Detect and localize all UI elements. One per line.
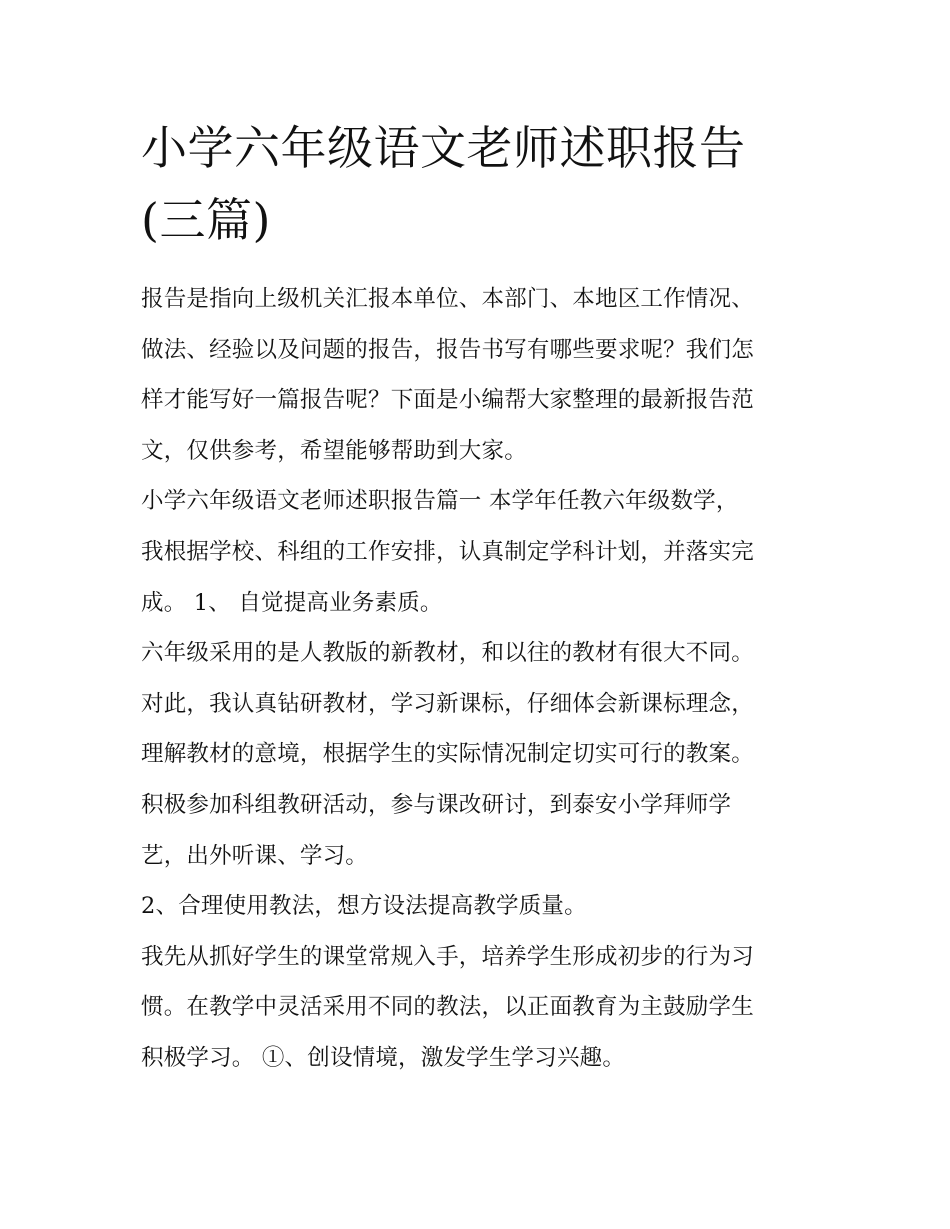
text-line: 做法、经验以及问题的报告，报告书写有哪些要求呢？我们怎 xyxy=(141,336,754,363)
text-line: 理解教材的意境，根据学生的实际情况制定切实可行的教案。 xyxy=(141,741,754,768)
text-line: 六年级采用的是人教版的新教材，和以往的教材有很大不同。 xyxy=(141,640,754,667)
intro-paragraph xyxy=(141,274,831,476)
body-paragraph xyxy=(141,628,831,881)
document-title xyxy=(141,112,831,256)
text-line: 积极参加科组教研活动，参与课改研讨，到泰安小学拜师学 xyxy=(141,791,732,818)
text-line: 2、合理使用教法，想方设法提高教学质量。 xyxy=(141,893,587,920)
point-two-heading xyxy=(141,881,831,932)
text-line: 艺，出外听课、学习。 xyxy=(141,842,369,869)
text-line: 文，仅供参考，希望能够帮助到大家。 xyxy=(141,437,527,464)
body-paragraph xyxy=(141,932,831,1084)
text-line: 对此，我认真钻研教材，学习新课标，仔细体会新课标理念， xyxy=(141,690,754,717)
text-line: 积极学习。 ①、创设情境，激发学生学习兴趣。 xyxy=(141,1044,626,1071)
title-line: (三篇) xyxy=(141,193,271,247)
text-line: 样才能写好一篇报告呢？下面是小编帮大家整理的最新报告范 xyxy=(141,387,754,414)
text-line: 成。 1、 自觉提高业务素质。 xyxy=(141,589,443,616)
text-line: 惯。在教学中灵活采用不同的教法，以正面教育为主鼓励学生 xyxy=(141,994,754,1021)
text-line: 我先从抓好学生的课堂常规入手，培养学生形成初步的行为习 xyxy=(141,943,754,970)
text-line: 我根据学校、科组的工作安排，认真制定学科计划，并落实完 xyxy=(141,538,754,565)
document-content xyxy=(141,112,831,1084)
section-one-paragraph xyxy=(141,476,831,628)
title-line: 小学六年级语文老师述职报告 xyxy=(141,121,746,175)
text-line: 小学六年级语文老师述职报告篇一 本学年任教六年级数学， xyxy=(141,488,739,515)
text-line: 报告是指向上级机关汇报本单位、本部门、本地区工作情况、 xyxy=(141,286,754,312)
